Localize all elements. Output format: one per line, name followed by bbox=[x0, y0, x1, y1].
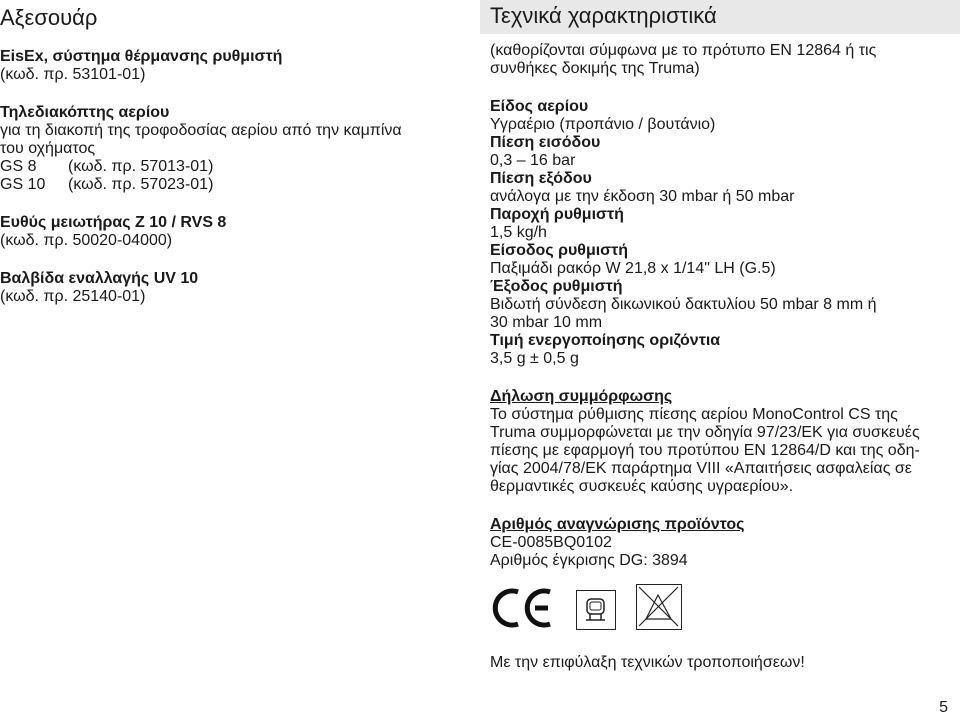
eisex-heading: EisEx, σύστημα θέρμανσης ρυθμιστή bbox=[0, 48, 283, 65]
conformity-block bbox=[490, 388, 950, 496]
spec-label: Είσοδος ρυθμιστή bbox=[490, 242, 629, 259]
spec-value: 0,3 – 16 bar bbox=[490, 152, 576, 169]
device-symbol-icon bbox=[576, 590, 616, 630]
spec-label: Τιμή ενεργοποίησης οριζόντια bbox=[490, 332, 721, 349]
technical-data-column bbox=[490, 0, 950, 672]
switch-line2: του οχήματος bbox=[0, 140, 96, 157]
valve-heading: Βαλβίδα εναλλαγής UV 10 bbox=[0, 270, 199, 287]
switch-item-name: GS 10 bbox=[0, 176, 46, 193]
conformity-line: θερμαντικές συσκευές καύσης υγραερίου». bbox=[490, 478, 794, 495]
certification-icons bbox=[490, 584, 950, 630]
switch-item-name: GS 8 bbox=[0, 158, 37, 175]
spec-list bbox=[490, 98, 950, 368]
valve-code: (κωδ. πρ. 25140-01) bbox=[0, 288, 146, 305]
product-id-block bbox=[490, 516, 950, 570]
spec-label: Παροχή ρυθμιστή bbox=[490, 206, 624, 223]
spec-value: 3,5 g ± 0,5 g bbox=[490, 350, 579, 367]
accessories-title: Αξεσουάρ bbox=[0, 5, 98, 30]
conformity-line: Το σύστημα ρύθμισης πίεσης αερίου MonoControl CS της bbox=[490, 406, 898, 423]
spec-value: 30 mbar 10 mm bbox=[490, 314, 603, 331]
spec-label: Πίεση εισόδου bbox=[490, 134, 601, 151]
conformity-line: γίας 2004/78/ΕΚ παράρτημα VIII «Απαιτήσεις ασφαλείας σε bbox=[490, 460, 912, 477]
valve-block bbox=[0, 270, 452, 306]
eisex-code: (κωδ. πρ. 53101-01) bbox=[0, 66, 146, 83]
eisex-block bbox=[0, 48, 452, 84]
spec-value: Υγραέριο (προπάνιο / βουτάνιο) bbox=[490, 116, 716, 133]
reducer-block bbox=[0, 214, 452, 250]
switch-item-code: (κωδ. πρ. 57013-01) bbox=[68, 158, 214, 175]
switch-item-code: (κωδ. πρ. 57023-01) bbox=[68, 176, 214, 193]
dg-approval: Αριθμός έγκρισης DG: 3894 bbox=[490, 552, 688, 569]
intro-line2: συνθήκες δοκιμής της Truma) bbox=[490, 60, 700, 77]
conformity-line: πίεσης με εφαρμογή του προτύπου EN 12864/D και της οδη- bbox=[490, 442, 920, 459]
accessories-column bbox=[0, 0, 452, 306]
switch-block bbox=[0, 104, 452, 194]
spec-value: Βιδωτή σύνδεση δικωνικού δακτυλίου 50 mbar 8 mm ή bbox=[490, 296, 877, 313]
technical-changes-note: Με την επιφύλαξη τεχνικών τροποποιήσεων! bbox=[490, 654, 805, 671]
intro bbox=[490, 42, 950, 78]
spec-label: Είδος αερίου bbox=[490, 98, 589, 115]
spec-label: Έξοδος ρυθμιστή bbox=[490, 278, 623, 295]
reducer-code: (κωδ. πρ. 50020-04000) bbox=[0, 232, 173, 249]
conformity-heading: Δήλωση συμμόρφωσης bbox=[490, 388, 673, 405]
switch-item bbox=[0, 176, 452, 194]
spec-value: ανάλογα με την έκδοση 30 mbar ή 50 mbar bbox=[490, 188, 795, 205]
ce-mark-icon bbox=[490, 586, 556, 630]
intro-line1: (καθορίζονται σύμφωνα με το πρότυπο EN 12864 ή τις bbox=[490, 42, 877, 59]
technical-data-title: Τεχνικά χαρακτηριστικά bbox=[480, 0, 960, 34]
page-number: 5 bbox=[939, 699, 948, 716]
conformity-line: Truma συμμορφώνεται με την οδηγία 97/23/ΕΚ για συσκευές bbox=[490, 424, 920, 441]
switch-item bbox=[0, 158, 452, 176]
reducer-heading: Ευθύς μειωτήρας Z 10 / RVS 8 bbox=[0, 214, 227, 231]
crossed-bin-icon bbox=[636, 584, 682, 630]
switch-line1: για τη διακοπή της τροφοδοσίας αερίου από την καμπίνα bbox=[0, 122, 402, 139]
spec-value: Παξιμάδι ρακόρ W 21,8 x 1/14" LH (G.5) bbox=[490, 260, 776, 277]
spec-value: 1,5 kg/h bbox=[490, 224, 547, 241]
switch-heading: Τηλεδιακόπτης αερίου bbox=[0, 104, 170, 121]
spec-label: Πίεση εξόδου bbox=[490, 170, 592, 187]
product-id-code: CE-0085BQ0102 bbox=[490, 534, 612, 551]
product-id-heading: Αριθμός αναγνώρισης προϊόντος bbox=[490, 516, 745, 533]
